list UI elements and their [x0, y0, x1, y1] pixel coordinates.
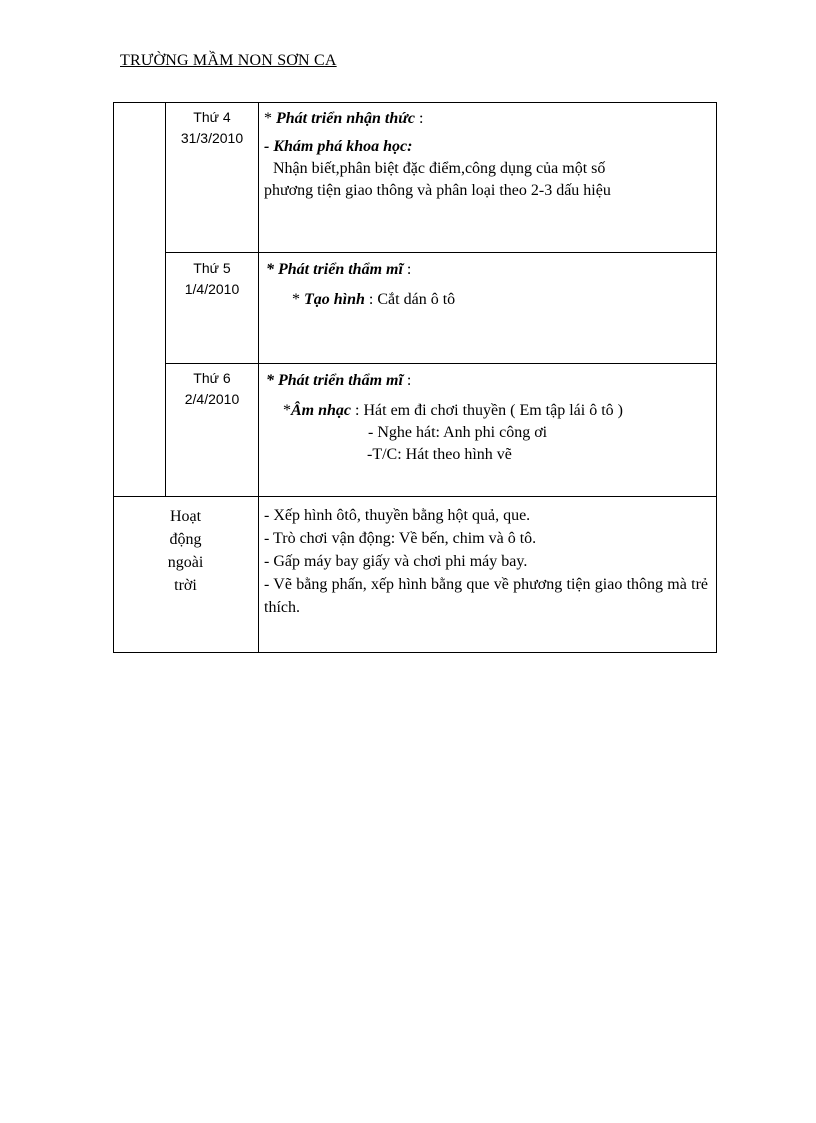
list-item: - Gấp máy bay giấy và chơi phi máy bay. [264, 553, 528, 570]
area-colon: : [402, 372, 412, 389]
area-bullet: * [264, 110, 276, 127]
table-border-bottom [113, 652, 717, 653]
column-divider-content [258, 102, 259, 653]
day-label-thu5 [166, 258, 258, 300]
outdoor-label-line: động [169, 531, 202, 548]
activity-area [264, 108, 611, 130]
outdoor-label-line: trời [174, 577, 197, 594]
row-divider-thu5 [165, 252, 717, 253]
list-item: - Xếp hình ôtô, thuyền bằng hột quả, que. [264, 507, 531, 524]
table-border-right [716, 102, 717, 653]
activity-content: Nhận biết,phân biệt đặc điểm,công dụng của một số [273, 160, 606, 177]
activity-content: phương tiện giao thông và phân loại theo 2-3 dấu hiệu [264, 182, 611, 199]
area-title: * Phát triển thẩm mĩ [266, 372, 403, 389]
outdoor-label-line: Hoạt [169, 508, 202, 525]
activity-subject: Âm nhạc [291, 402, 352, 419]
activity-cell-thu4 [264, 108, 611, 202]
list-item: - Vẽ bằng phấn, xếp hình bằng que về phương tiện giao thông mà trẻ thích. [264, 576, 708, 616]
day-label-thu4 [166, 107, 258, 149]
day-name: Thứ 4 [193, 109, 231, 125]
activity-cell-thu5 [266, 259, 455, 311]
activity-subject-line [266, 400, 623, 422]
subject-bullet: * [283, 402, 291, 419]
row-divider-outdoor [113, 496, 717, 497]
activity-cell-thu6 [266, 370, 623, 466]
table-border-top [113, 102, 717, 103]
outdoor-label-line: ngoài [167, 554, 204, 571]
school-name: TRƯỜNG MẦM NON SƠN CA [120, 52, 337, 69]
activity-subject: - Khám phá khoa học: [264, 138, 413, 155]
activity-area [266, 370, 623, 392]
list-item: - Trò chơi vận động: Về bến, chim và ô tô. [264, 530, 537, 547]
activity-subject: Tạo hình [304, 291, 365, 308]
day-date: 1/4/2010 [184, 281, 240, 297]
outdoor-activity-list [264, 504, 708, 619]
day-label-thu6 [166, 368, 258, 410]
area-title: * Phát triển thẩm mĩ [266, 261, 403, 278]
activity-content: -T/C: Hát theo hình vẽ [367, 446, 512, 463]
activity-content: - Nghe hát: Anh phi công ơi [368, 424, 548, 441]
activity-content: : Cắt dán ô tô [364, 291, 456, 308]
outdoor-activity-label [113, 505, 258, 597]
activity-subject-line [266, 289, 455, 311]
subject-bullet: * [292, 291, 304, 308]
day-name: Thứ 6 [193, 370, 231, 386]
activity-content: : Hát em đi chơi thuyền ( Em tập lái ô tô ) [351, 402, 623, 419]
area-colon: : [402, 261, 412, 278]
activity-area [266, 259, 455, 281]
row-divider-thu6 [165, 363, 717, 364]
day-date: 2/4/2010 [184, 391, 240, 407]
schedule-table [113, 102, 717, 653]
day-name: Thứ 5 [193, 260, 231, 276]
area-colon: : [414, 110, 424, 127]
day-date: 31/3/2010 [180, 130, 244, 146]
area-title: Phát triển nhận thức [276, 110, 415, 127]
